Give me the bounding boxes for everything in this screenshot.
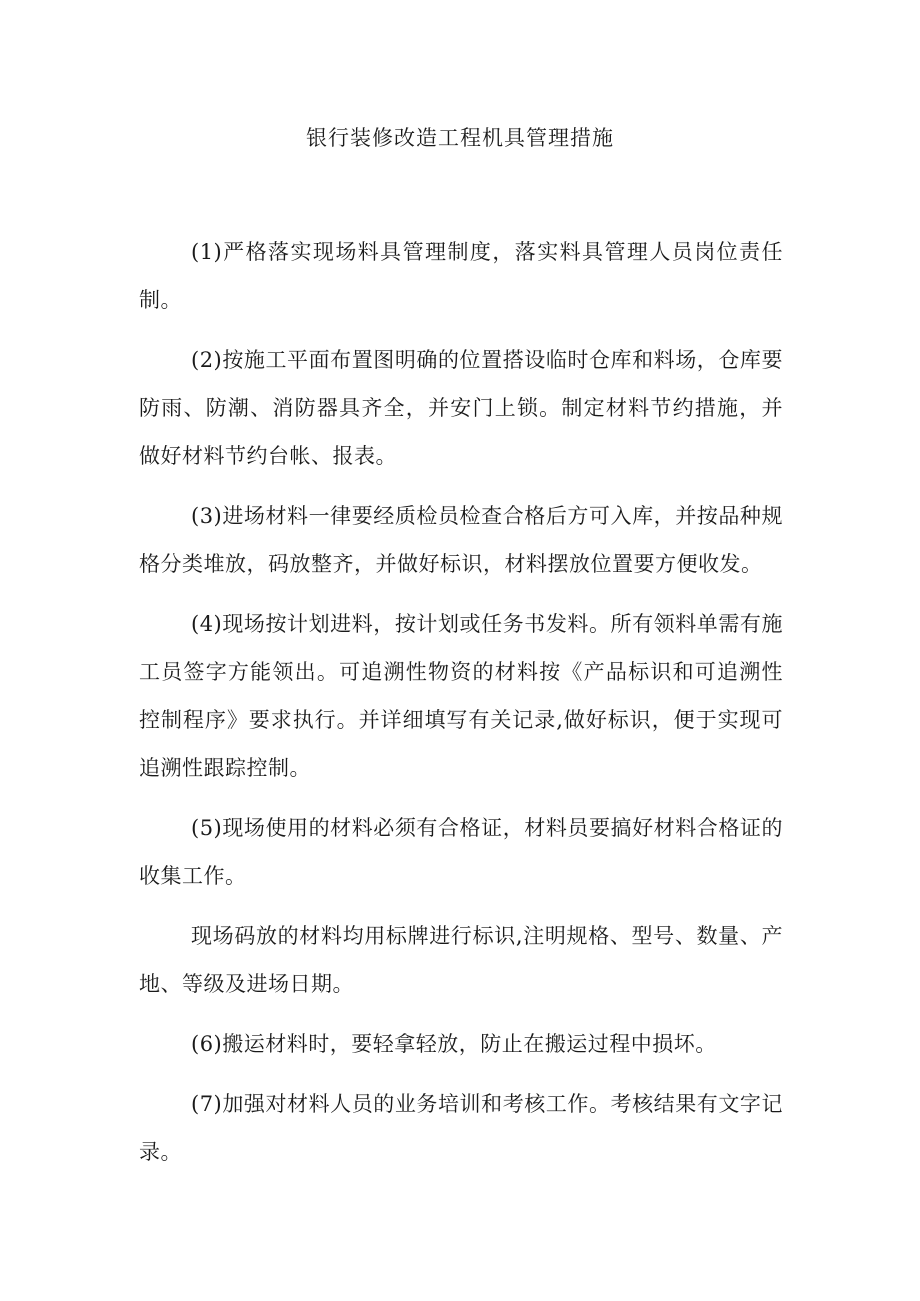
paragraph-7: (6)搬运材料时，要轻拿轻放，防止在搬运过程中损坏。 bbox=[191, 1032, 717, 1056]
paragraph-8: (7)加强对材料人员的业务培训和考核工作。考核结果有文字记录。 bbox=[139, 1092, 783, 1164]
document-title: 银行装修改造工程机具管理措施 bbox=[306, 126, 614, 150]
paragraph-6: 现场码放的材料均用标牌进行标识,注明规格、型号、数量、产地、等级及进场日期。 bbox=[139, 924, 783, 996]
paragraph-3: (3)进场材料一律要经质检员检查合格后方可入库，并按品种规格分类堆放，码放整齐，并做好标识，材料摆放位置要方便收发。 bbox=[139, 504, 783, 576]
document-body bbox=[139, 228, 783, 1188]
paragraph-1: (1)严格落实现场料具管理制度，落实料具管理人员岗位责任制。 bbox=[139, 240, 783, 312]
paragraph-2: (2)按施工平面布置图明确的位置搭设临时仓库和料场，仓库要防雨、防潮、消防器具齐全，并安门上锁。制定材料节约措施，并做好材料节约台帐、报表。 bbox=[139, 348, 783, 468]
paragraph-4: (4)现场按计划进料，按计划或任务书发料。所有领料单需有施工员签字方能领出。可追溯性物资的材料按《产品标识和可追溯性控制程序》要求执行。并详细填写有关记录,做好标识，便于实现可追溯性跟踪控制。 bbox=[139, 612, 783, 780]
paragraph-5: (5)现场使用的材料必须有合格证，材料员要搞好材料合格证的收集工作。 bbox=[139, 816, 783, 888]
